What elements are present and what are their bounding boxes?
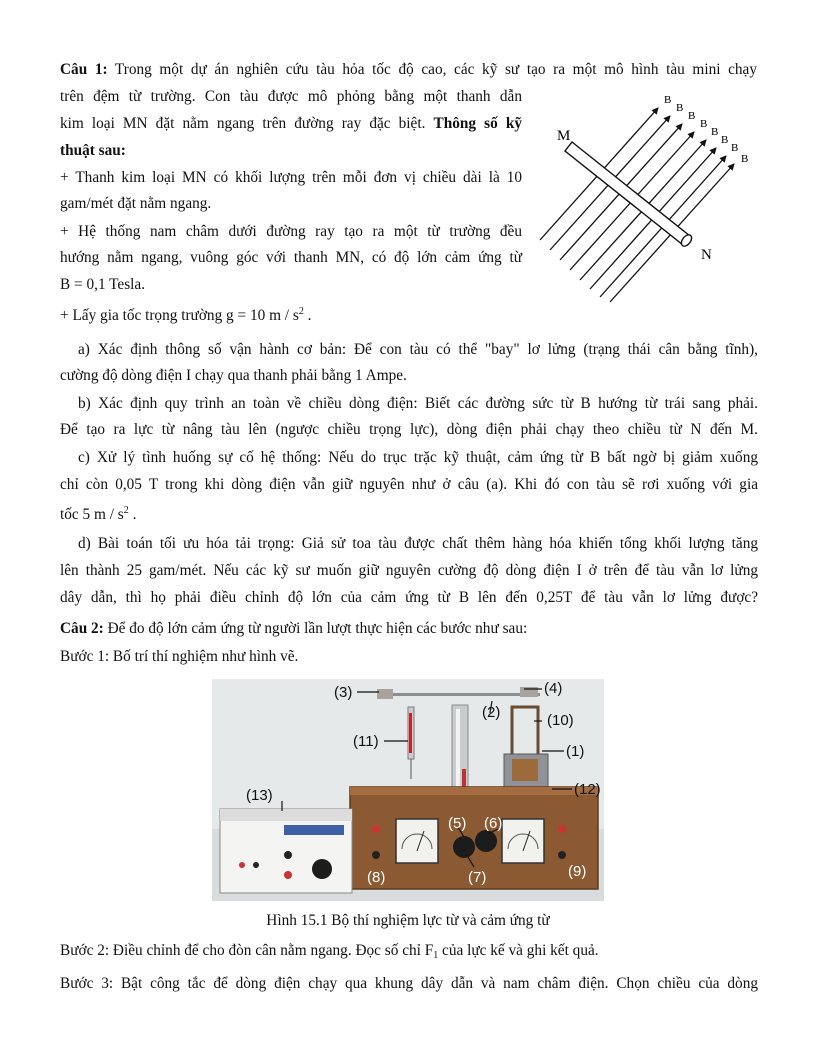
photo-label-2: (2) [482,704,501,721]
svg-text:B: B [721,134,729,146]
label-n: N [701,247,712,263]
svg-text:B: B [700,118,708,130]
svg-text:B: B [676,102,684,114]
photo-label-4: (4) [544,680,563,697]
photo-label-1: (1) [566,743,585,760]
q1-part-d-line-2: lên thành 25 gam/mét. Nếu các kỹ sư muốn giữ nguyên cường độ dòng điện I ở trên để tàu vẫn lơ lửng [60,562,758,579]
svg-text:B: B [731,142,739,154]
q1-part-b-line-2: Để tạo ra lực từ nâng tàu lên (ngược chiều trọng lực), dòng điện phải chạy theo chiều từ N đến M. [60,421,758,438]
q1-part-a-line-1: a) Xác định thông số vận hành cơ bản: Để con tàu có thể "bay" lơ lửng (trạng thái cân bằng tĩnh), [78,341,758,358]
q1-spec-1-line-2: gam/mét đặt nằm ngang. [60,195,212,212]
q1-spec-1-line-1: + Thanh kim loại MN có khối lượng trên mỗi đơn vị chiều dài là 10 [60,169,522,186]
svg-text:B: B [688,110,696,122]
experiment-apparatus-photo [212,679,604,901]
q1-part-a-line-2: cường độ dòng điện I chạy qua thanh phải bằng 1 Ampe. [60,367,407,384]
photo-label-3: (3) [334,684,353,701]
q2-label: Câu 2: [60,620,104,637]
q1-part-c-line-1: c) Xử lý tình huống sự cố hệ thống: Nếu do trục trặc kỹ thuật, cảm ứng từ B bất ngờ bị giảm xuống [78,449,758,466]
q2-step-2: Bước 2: Điều chỉnh để cho đòn cân nằm ngang. Đọc số chỉ $F_1$ của lực kế và ghi kết quả. [60,942,599,961]
q1-part-d-line-3: dây dẫn, thì họ phải điều chỉnh độ lớn của cảm ứng từ B lên đến 0,25T để tàu vẫn lơ lửng được? [60,589,758,606]
q1-part-c-line-3: tốc 5 m / $s^2$ . [60,505,137,523]
q1-intro-line-3: kim loại MN đặt nằm ngang trên đường ray đặc biệt. Thông số kỹ [60,115,522,132]
q1-spec-2-line-2: hướng nằm ngang, vuông góc với thanh MN, có độ lớn cảm ứng từ [60,249,522,266]
q1-part-d-line-1: d) Bài toán tối ưu hóa tải trọng: Giả sử toa tàu được chất thêm hàng hóa khiến tổng khối lượng tăng [78,535,758,552]
photo-label-6: (6) [484,815,503,832]
q1-part-c-line-2: chỉ còn 0,05 T trong khi dòng điện vẫn giữ nguyên như ở câu (a). Khi đó con tàu sẽ rơi xuống với gia [60,476,758,493]
q2-step-1: Bước 1: Bố trí thí nghiệm như hình vẽ. [60,648,299,665]
photo-label-11: (11) [353,733,379,750]
q1-label: Câu 1: [60,61,108,78]
photo-label-8: (8) [367,869,386,886]
q1-intro-line-4: thuật sau: [60,142,126,159]
photo-label-7: (7) [468,869,487,886]
svg-text:B: B [711,126,719,138]
q2-step-3: Bước 3: Bật công tắc để dòng điện chạy qua khung dây dẫn và nam châm điện. Chọn chiều của dòng [60,975,758,992]
svg-text:B: B [741,153,749,165]
q1-intro-line-1: Câu 1: Trong một dự án nghiên cứu tàu hỏa tốc độ cao, các kỹ sư tạo ra một mô hình tàu mini chạy [60,61,757,78]
svg-text:B: B [664,94,672,106]
photo-label-12: (12) [574,781,601,798]
photo-label-9: (9) [568,863,587,880]
photo-label-10: (10) [547,712,574,729]
q1-spec-3: + Lấy gia tốc trọng trường g = 10 m / $s^2$ . [60,306,312,324]
photo-label-5: (5) [448,815,467,832]
q1-spec-2-line-1: + Hệ thống nam châm dưới đường ray tạo ra một từ trường đều [60,223,522,240]
photo-label-13: (13) [246,787,273,804]
q1-intro-line-2: trên đệm từ trường. Con tàu được mô phỏng bằng một thanh dẫn [60,88,522,105]
label-m: M [557,128,571,144]
rod-in-field-figure [530,88,770,303]
q1-spec-2-line-3: B = 0,1 Tesla. [60,276,146,293]
figure-caption: Hình 15.1 Bộ thí nghiệm lực từ và cảm ứng từ [266,912,550,929]
q2-intro: Câu 2: Để đo độ lớn cảm ứng từ người lần lượt thực hiện các bước như sau: [60,620,528,637]
q1-part-b-line-1: b) Xác định quy trình an toàn về chiều dòng điện: Biết các đường sức từ B hướng từ trái sang phải. [78,395,758,412]
